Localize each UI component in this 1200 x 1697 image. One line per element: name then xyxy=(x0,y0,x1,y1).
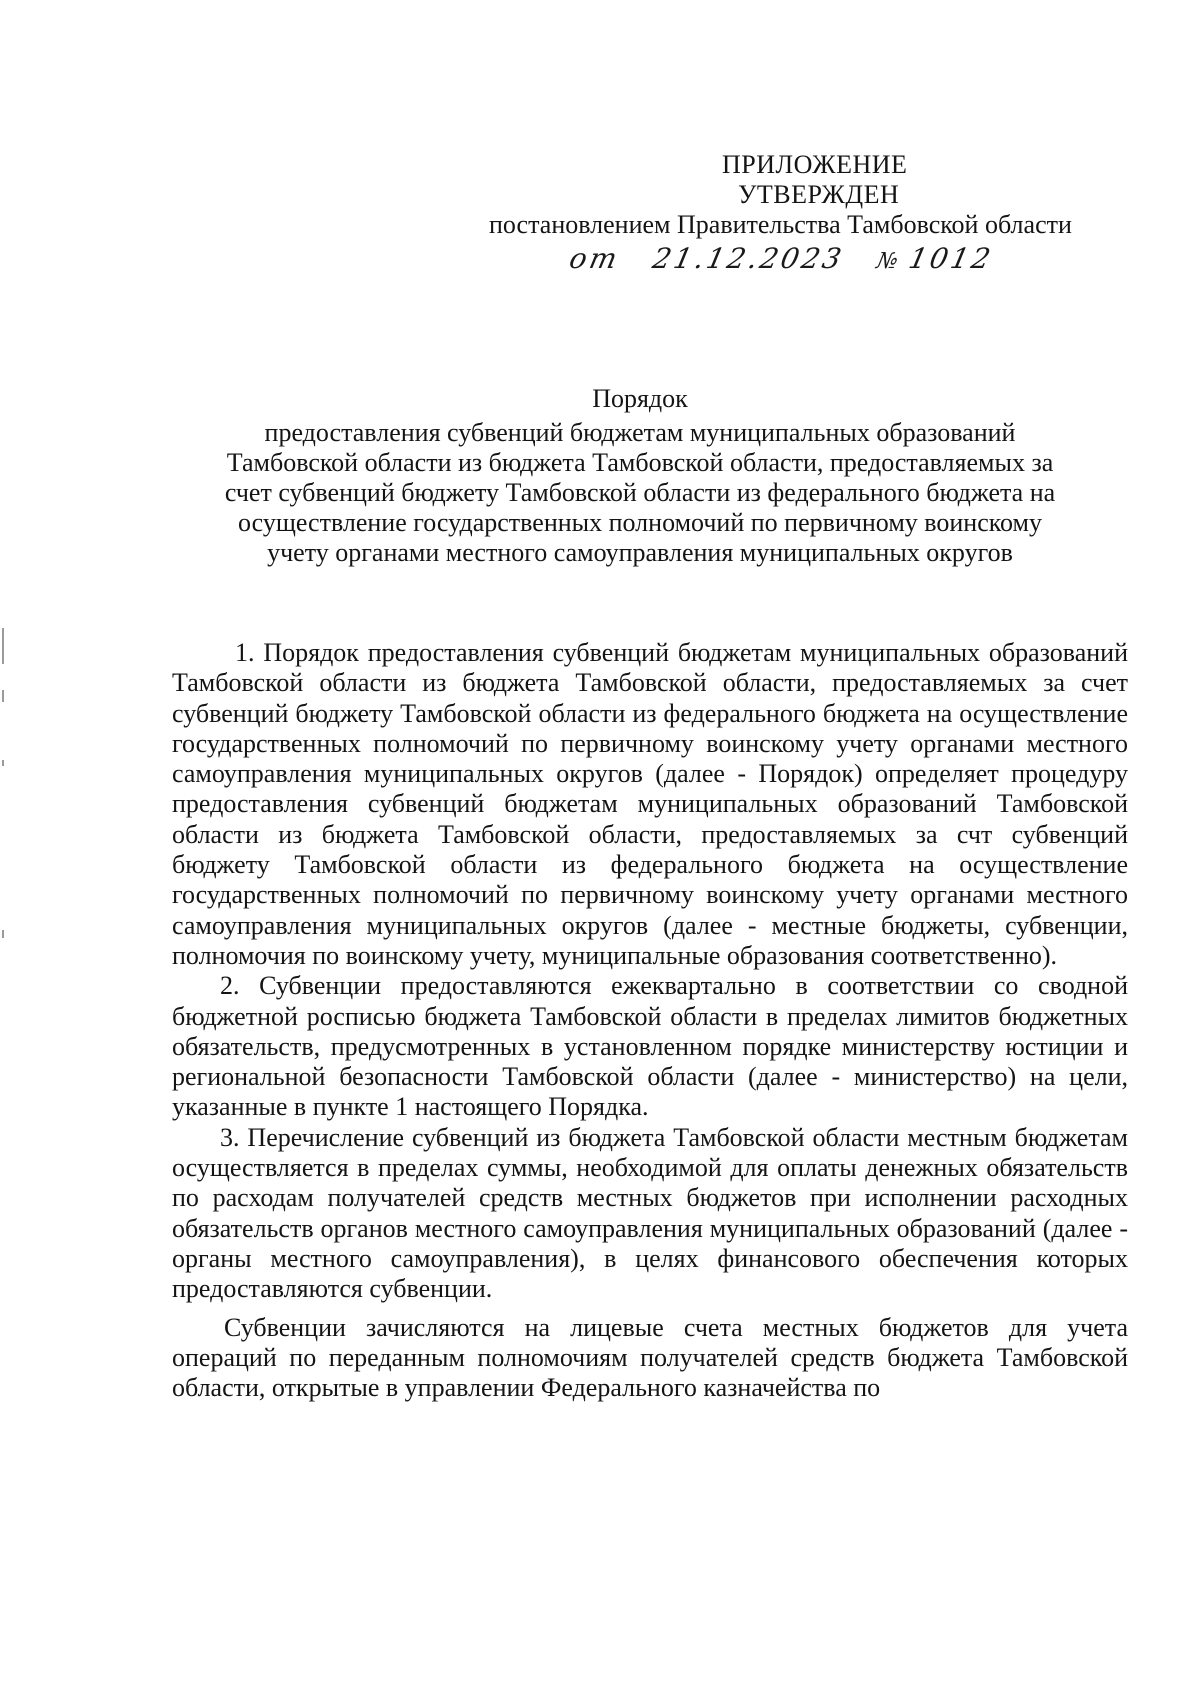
paragraph-3: 3. Перечисление субвенций из бюджета Тамбовской области местным бюджетам осуществляется в пределах суммы, необходимой для оплаты денежных обязательств по расходам получателей средств местных бюджетов при исполнении расходных обязательств органов местного самоуправления муниципальных образований (далее - органы местного самоуправления), в целях финансового обеспечения которых предоставляются субвенции. xyxy=(172,1122,1128,1304)
subtitle-line: счет субвенций бюджету Тамбовской области из федерального бюджета на xyxy=(224,478,1056,507)
paragraph-4: Субвенции зачисляются на лицевые счета местных бюджетов для учета операций по переданным полномочиям получателей средств бюджета Тамбовской области, открытые в управлении Федерального казначейства по xyxy=(172,1312,1128,1403)
subtitle-line: осуществление государственных полномочий по первичному воинскому xyxy=(237,508,1043,537)
subtitle-line: Тамбовской области из бюджета Тамбовской области, предоставляемых за xyxy=(226,448,1054,477)
paragraph-1: 1. Порядок предоставления субвенций бюджетам муниципальных образований Тамбовской области из бюджета Тамбовской области, предоставляемых за счет субвенций бюджету Тамбовской области из федерального бюджета на осуществление государственных полномочий по первичному воинскому учету органами местного самоуправления муниципальных округов (далее - Порядок) определяет процедуру предоставления субвенций бюджетам муниципальных образований Тамбовской области из бюджета Тамбовской области, предоставляемых за счт субвенций бюджету Тамбовской области из федерального бюджета на осуществление государственных полномочий по первичному воинскому учету органами местного самоуправления муниципальных округов (далее - местные бюджеты, субвенции, полномочия по воинскому учету, муниципальные образования соответственно). xyxy=(172,638,1128,970)
scan-artifact xyxy=(2,628,4,664)
document-title: Порядок xyxy=(592,384,688,413)
subtitle-line: учету органами местного самоуправления муниципальных округов xyxy=(267,538,1013,567)
handwritten-from: от xyxy=(566,242,623,275)
paragraph-2: 2. Субвенции предоставляются ежеквартально в соответствии со сводной бюджетной росписью бюджета Тамбовской области в пределах лимитов бюджетных обязательств, предусмотренных в установленном порядке министерству юстиции и региональной безопасности Тамбовской области (далее - министерство) на цели, указанные в пункте 1 настоящего Порядка. xyxy=(172,971,1128,1122)
document-body xyxy=(172,638,1128,1403)
subtitle-line: предоставления субвенций бюджетам муниципальных образований xyxy=(264,418,1016,447)
approval-block xyxy=(440,150,1120,240)
approved-by-line: постановлением Правительства Тамбовской области xyxy=(489,210,1072,239)
handwritten-number: 1012 xyxy=(905,242,997,275)
handwritten-date-number xyxy=(566,242,1018,275)
handwritten-number-sign: № xyxy=(874,249,904,274)
approved-label: УТВЕРЖДЕН xyxy=(738,180,900,209)
scan-artifact xyxy=(2,930,4,938)
scan-artifact xyxy=(2,690,4,702)
document-title-block xyxy=(160,384,1120,568)
handwritten-date: 21.12.2023 xyxy=(649,242,848,275)
scan-artifact xyxy=(2,760,4,766)
appendix-label: ПРИЛОЖЕНИЕ xyxy=(722,150,908,179)
